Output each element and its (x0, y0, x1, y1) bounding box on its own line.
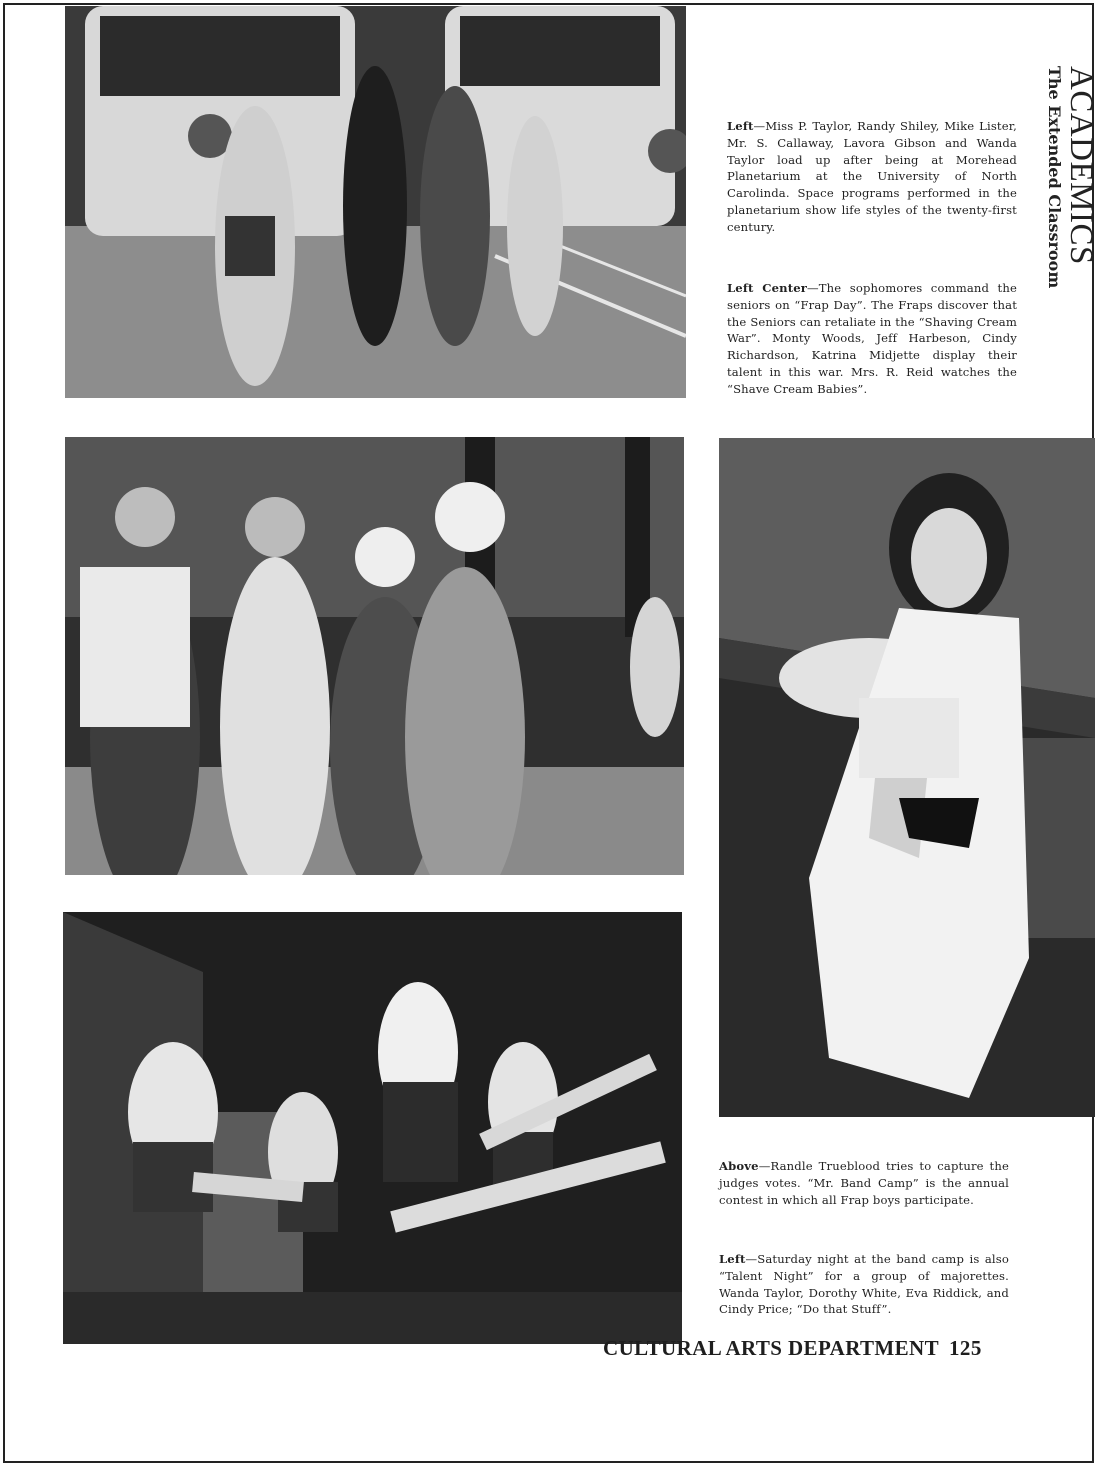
caption-body: —Saturday night at the band camp is also “Talent Night” for a group of majorettes. Wanda Taylor, Dorothy White, Eva Riddick, and Cindy Price; “Do that Stuff”. (719, 1252, 1009, 1317)
page-footer (603, 1336, 982, 1361)
caption-lead: Left (727, 119, 754, 133)
photo-majorettes-talent-night (63, 912, 682, 1344)
caption-body: —Miss P. Taylor, Randy Shiley, Mike Lister, Mr. S. Callaway, Lavora Gibson and Wanda Taylor load up after being at Morehead Planetarium at the University of North Carolinda. Space programs performed in the planetarium show life styles of the twenty-first century. (727, 119, 1017, 234)
photo-mr-band-camp (719, 438, 1095, 1117)
caption-body: —The sophomores command the seniors on “Frap Day”. The Fraps discover that the Seniors can retaliate in the “Shaving Cream War”. Monty Woods, Jeff Harbeson, Cindy Richardson, Katrina Midjette display their talent in this war. Mrs. R. Reid watches the “Shave Cream Babies”. (727, 281, 1017, 396)
caption-body: —Randle Trueblood tries to capture the judges votes. “Mr. Band Camp” is the annual contest in which all Frap boys participate. (719, 1159, 1009, 1207)
caption-lead: Left Center (727, 281, 808, 295)
section-subtitle: The Extended Classroom (1045, 66, 1064, 289)
section-title: ACADEMICS (1063, 66, 1099, 265)
caption-mr-band-camp (719, 1158, 1009, 1208)
caption-planetarium (727, 118, 1017, 236)
caption-talent-night (719, 1251, 1009, 1318)
photo-shaving-cream-war (65, 437, 684, 875)
caption-lead: Left (719, 1252, 746, 1266)
caption-lead: Above (719, 1159, 759, 1173)
caption-frap-day (727, 280, 1017, 398)
page-number: 125 (949, 1336, 982, 1360)
photo-planetarium-buses (65, 6, 686, 398)
department-name: CULTURAL ARTS DEPARTMENT (603, 1336, 940, 1360)
section-heading (1030, 66, 1098, 366)
